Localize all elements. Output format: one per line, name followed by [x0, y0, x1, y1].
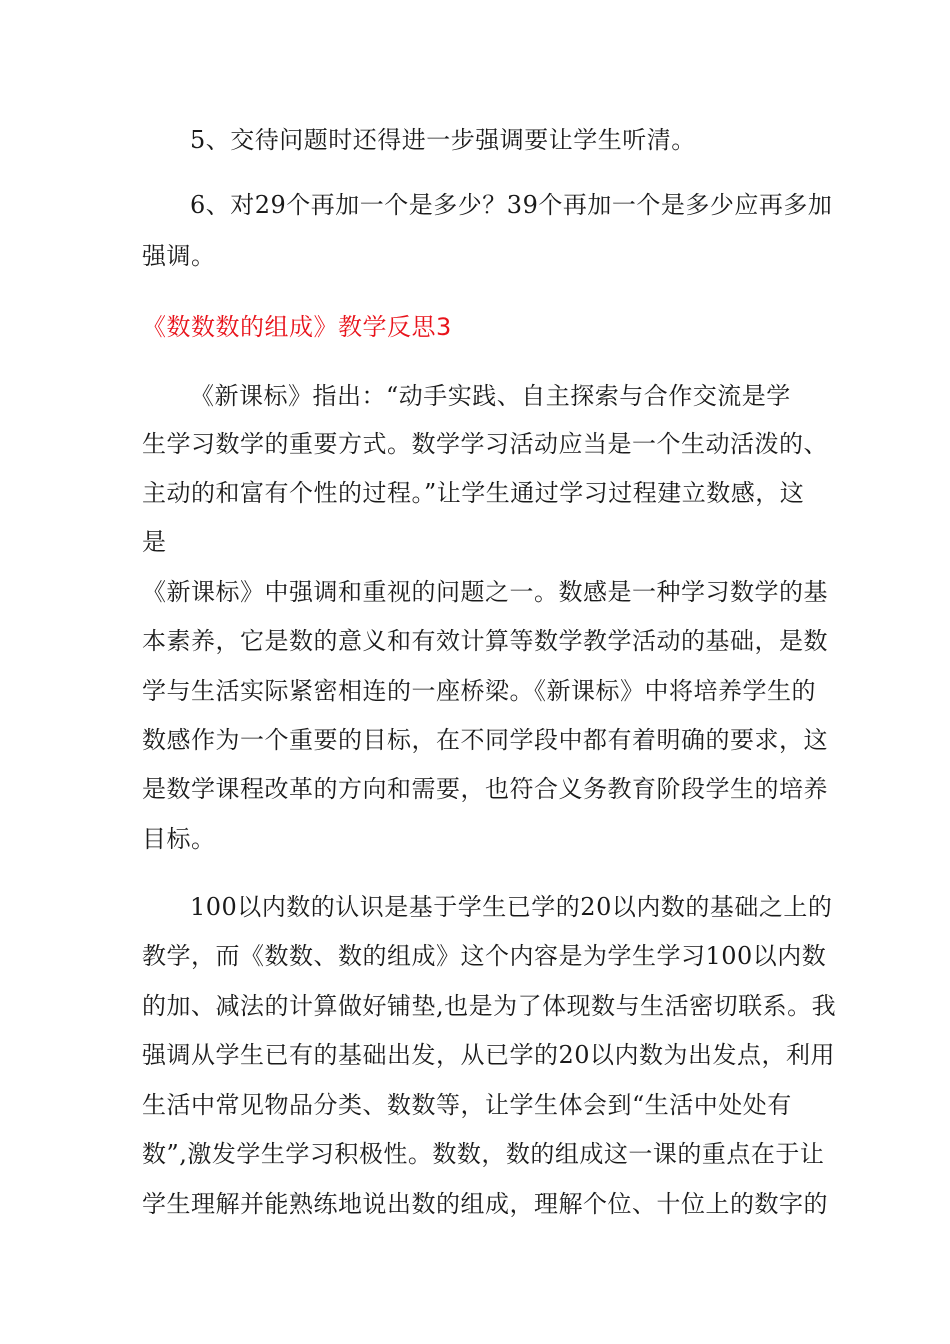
paragraph-1-line-6: 本素养，它是数的意义和有效计算等数学教学活动的基础，是数 — [142, 627, 828, 655]
paragraph-1-line-9: 是数学课程改革的方向和需要，也符合义务教育阶段学生的培养 — [142, 775, 828, 803]
paragraph-1-line-5: 《新课标》中强调和重视的问题之一。数感是一种学习数学的基 — [142, 578, 828, 606]
paragraph-2-line-7: 学生理解并能熟练地说出数的组成，理解个位、十位上的数字的 — [142, 1190, 828, 1218]
paragraph-1-line-4: 是 — [142, 528, 167, 556]
list-item-5: 5、交待问题时还得进一步强调要让学生听清。 — [190, 126, 696, 154]
list-item-6-line-1: 6、对29个再加一个是多少？39个再加一个是多少应再多加 — [190, 191, 833, 219]
paragraph-2-line-2: 教学，而《数数、数的组成》这个内容是为学生学习100以内数 — [142, 942, 827, 970]
paragraph-2-line-5: 生活中常见物品分类、数数等，让学生体会到“生活中处处有 — [142, 1091, 792, 1119]
list-item-6-line-2: 强调。 — [142, 242, 216, 270]
paragraph-2-line-4: 强调从学生已有的基础出发，从已学的20以内数为出发点，利用 — [142, 1041, 836, 1069]
paragraph-1-line-8: 数感作为一个重要的目标，在不同学段中都有着明确的要求，这 — [142, 726, 828, 754]
paragraph-1-line-1: 《新课标》指出：“动手实践、自主探索与合作交流是学 — [190, 382, 791, 410]
paragraph-2-line-1: 100以内数的认识是基于学生已学的20以内数的基础之上的 — [190, 893, 833, 921]
paragraph-1-line-2: 生学习数学的重要方式。数学学习活动应当是一个生动活泼的、 — [142, 430, 828, 458]
section-title: 《数数数的组成》教学反思3 — [142, 313, 452, 341]
paragraph-2-line-6: 数”,激发学生学习积极性。数数，数的组成这一课的重点在于让 — [142, 1140, 825, 1168]
paragraph-1-line-7: 学与生活实际紧密相连的一座桥梁。《新课标》中将培养学生的 — [142, 677, 816, 705]
paragraph-1-line-3: 主动的和富有个性的过程。”让学生通过学习过程建立数感，这 — [142, 479, 805, 507]
paragraph-1-line-10: 目标。 — [142, 825, 216, 853]
paragraph-2-line-3: 的加、减法的计算做好铺垫,也是为了体现数与生活密切联系。我 — [142, 992, 837, 1020]
